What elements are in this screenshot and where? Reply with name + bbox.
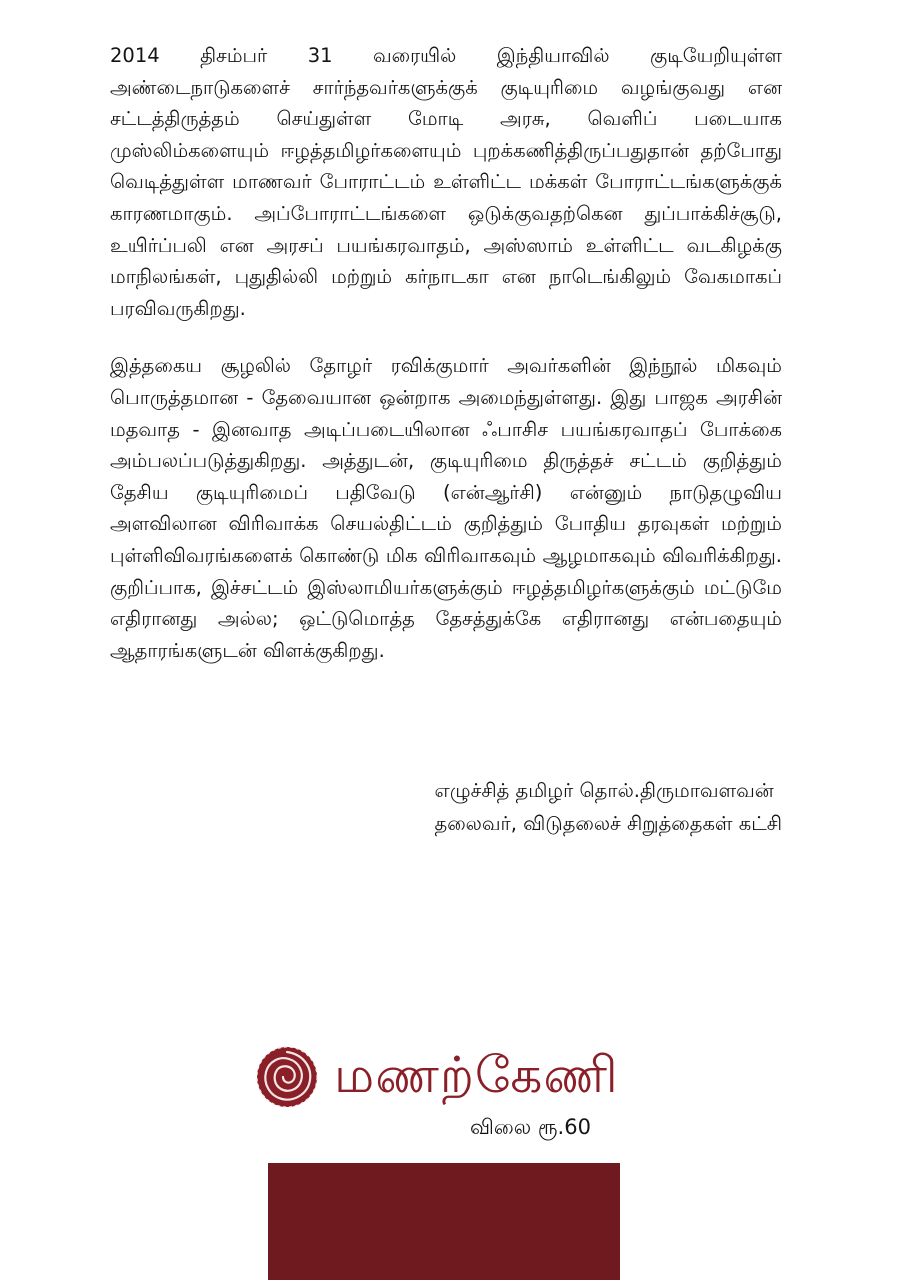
price-label: விலை ரூ.60 xyxy=(470,1115,591,1139)
footer-color-block xyxy=(268,1163,620,1280)
blurb-text xyxy=(110,40,782,666)
rose-spiral-icon xyxy=(256,1046,318,1108)
signature-title: தலைவர், விடுதலைச் சிறுத்தைகள் கட்சி xyxy=(434,812,782,835)
signature-name: எழுச்சித் தமிழர் தொல்.திருமாவளவன் xyxy=(434,779,774,802)
publisher-logo xyxy=(256,1040,636,1120)
signature-block xyxy=(435,774,782,840)
blurb-paragraph-1: 2014 திசம்பர் 31 வரையில் இந்தியாவில் குடியேறியுள்ள அண்டைநாடுகளைச் சார்ந்தவர்களுக்குக் குடியுரிமை வழங்குவது என சட்டத்திருத்தம் செய்துள்ள மோடி அரசு, வெளிப் படையாக முஸ்லிம்களையும் ஈழத்தமிழர்களையும் புறக்கணித்திருப்பதுதான் தற்போது வெடித்துள்ள மாணவர் போராட்டம் உள்ளிட்ட மக்கள் போராட்டங்களுக்குக் காரணமாகும். அப்போராட்டங்களை ஒடுக்குவதற்கென துப்பாக்கிச்சூடு, உயிர்ப்பலி என அரசப் பயங்கரவாதம், அஸ்ஸாம் உள்ளிட்ட வடகிழக்கு மாநிலங்கள், புதுதில்லி மற்றும் கர்நாடகா என நாடெங்கிலும் வேகமாகப் பரவிவருகிறது. xyxy=(110,44,782,320)
publisher-name: மணற்கேணி xyxy=(334,1046,619,1104)
blurb-paragraph-2: இத்தகைய சூழலில் தோழர் ரவிக்குமார் அவர்களின் இந்நூல் மிகவும் பொருத்தமான - தேவையான ஒன்றாக அமைந்துள்ளது. இது பாஜக அரசின் மதவாத - இனவாத அடிப்படையிலான ஃபாசிச பயங்கரவாதப் போக்கை அம்பலப்படுத்துகிறது. அத்துடன், குடியுரிமை திருத்தச் சட்டம் குறித்தும் தேசிய குடியுரிமைப் பதிவேடு (என்ஆர்சி) என்னும் நாடுதழுவிய அளவிலான விரிவாக்க செயல்திட்டம் குறித்தும் போதிய தரவுகள் மற்றும் புள்ளிவிவரங்களைக் கொண்டு மிக விரிவாகவும் ஆழமாகவும் விவரிக்கிறது. குறிப்பாக, இச்சட்டம் இஸ்லாமியர்களுக்கும் ஈழத்தமிழர்களுக்கும் மட்டுமே எதிரானது அல்ல; ஒட்டுமொத்த தேசத்துக்கே எதிரானது என்பதையும் ஆதாரங்களுடன் விளக்குகிறது. xyxy=(110,354,782,662)
